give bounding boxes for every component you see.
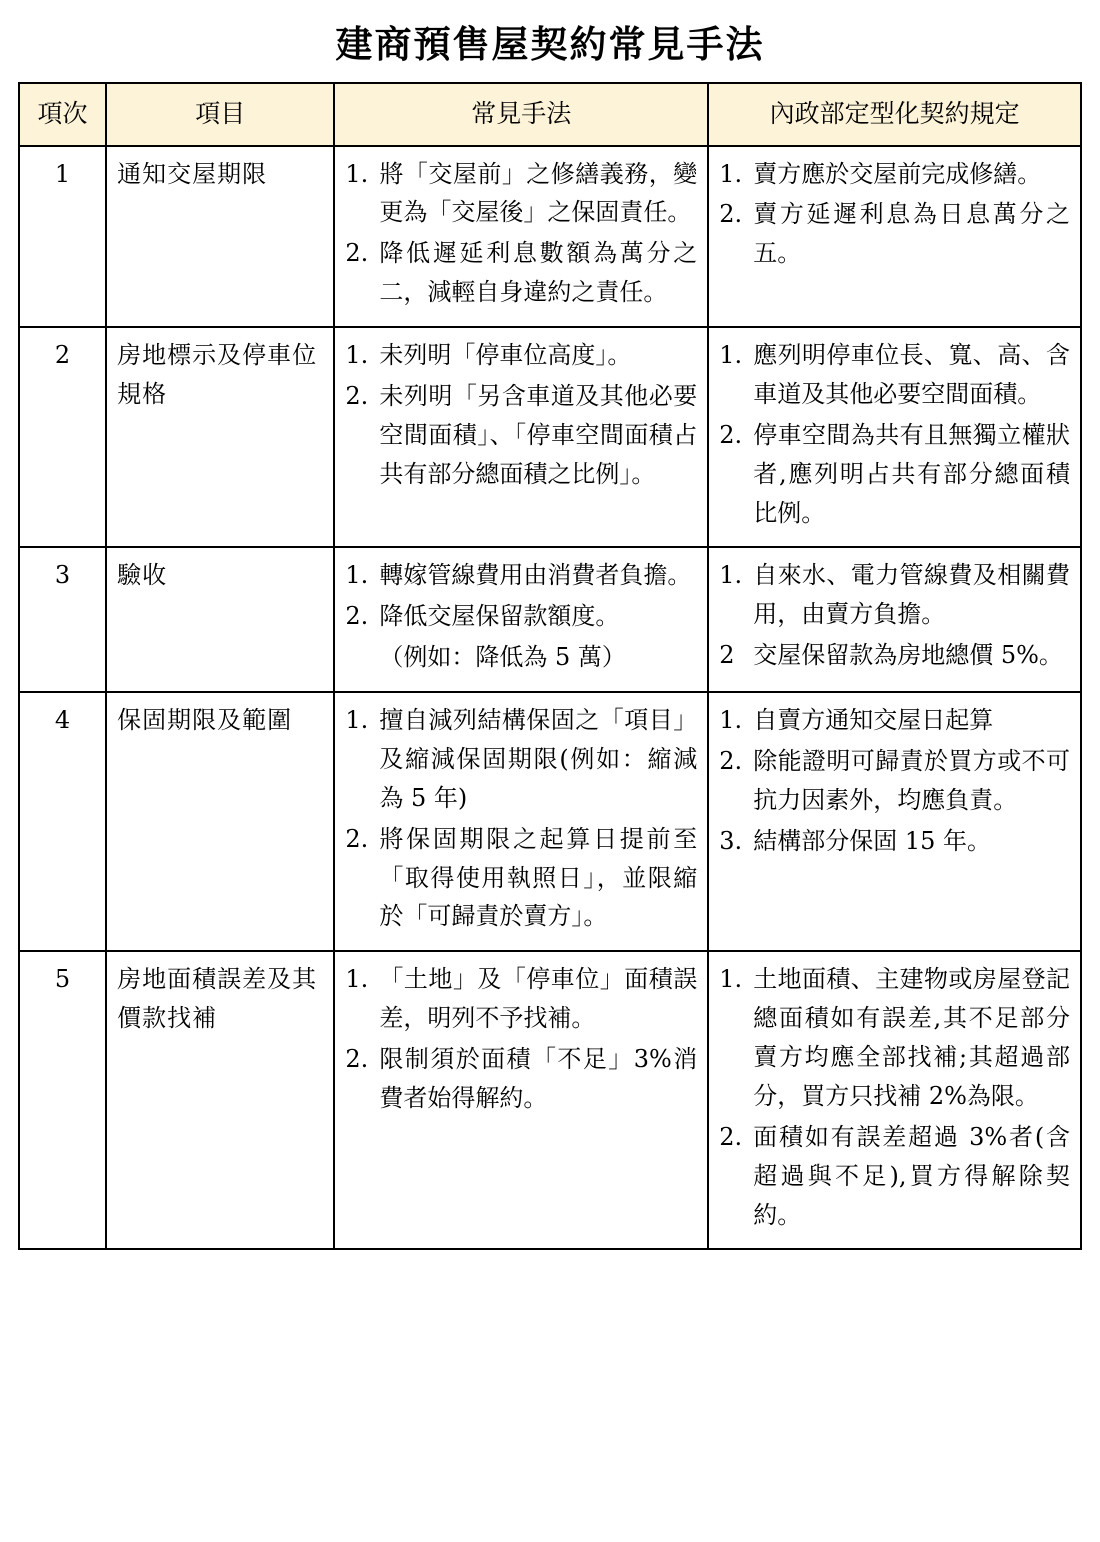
page-title: 建商預售屋契約常見手法	[335, 22, 765, 66]
cell-tricks	[334, 327, 708, 547]
rule-list	[719, 701, 1070, 861]
list-marker: 1.	[345, 965, 369, 994]
list-marker: 1.	[345, 561, 369, 590]
list-text: 停車空間為共有且無獨立權狀者,應列明占共有部分總面積比例。	[753, 420, 1070, 527]
list-item	[345, 1040, 697, 1118]
list-item	[345, 960, 697, 1038]
list-marker: 1.	[719, 965, 743, 994]
list-marker: 2.	[719, 200, 743, 229]
list-marker: 2.	[345, 1045, 369, 1073]
list-text: 降低交屋保留款額度。	[379, 602, 620, 631]
list-marker: 2.	[345, 602, 369, 631]
list-text: 未列明「另含車道及其他必要空間面積」、「停車空間面積占共有部分總面積之比例」。	[379, 381, 698, 488]
list-marker: 1.	[719, 159, 743, 188]
cell-item: 房地面積誤差及其價款找補	[106, 951, 334, 1249]
table-row	[19, 692, 1081, 951]
list-text: 將保固期限之起算日提前至「取得使用執照日」，並限縮於「可歸責於賣方」。	[379, 824, 698, 931]
cell-rules	[708, 327, 1081, 547]
list-marker: 1.	[719, 706, 743, 734]
column-header-no: 項次	[19, 83, 106, 146]
list-text: 未列明「停車位高度」。	[379, 341, 632, 369]
list-text: 除能證明可歸責於買方或不可抗力因素外，均應負責。	[753, 746, 1070, 814]
cell-rules	[708, 951, 1081, 1249]
list-text: 擅自減列結構保固之「項目」及縮減保固期限(例如：縮減為 5 年)	[379, 706, 698, 812]
table-body	[19, 146, 1081, 1250]
list-item	[345, 638, 697, 677]
table-header-row	[19, 83, 1081, 146]
list-text: 土地面積、主建物或房屋登記總面積如有誤差,其不足部分賣方均應全部找補;其超過部分，買方只找補 2%為限。	[753, 965, 1070, 1110]
cell-item: 房地標示及停車位規格	[106, 327, 334, 547]
list-marker: 2.	[719, 1122, 743, 1151]
list-text: 限制須於面積「不足」3%消費者始得解約。	[379, 1045, 698, 1112]
list-item	[345, 556, 697, 595]
trick-list	[345, 336, 697, 494]
list-item	[345, 377, 697, 494]
rule-list	[719, 960, 1070, 1234]
list-item	[719, 416, 1070, 533]
trick-list	[345, 155, 697, 313]
list-item	[345, 155, 697, 233]
cell-rules	[708, 146, 1081, 328]
list-text: 交屋保留款為房地總價 5%。	[753, 641, 1063, 670]
cell-no: 1	[19, 146, 106, 328]
list-text: 降低遲延利息數額為萬分之二，減輕自身違約之責任。	[379, 239, 698, 307]
list-item	[719, 742, 1070, 820]
list-marker: 3.	[719, 826, 743, 855]
cell-tricks	[334, 951, 708, 1249]
list-text: （例如：降低為 5 萬）	[379, 643, 626, 672]
list-item	[719, 336, 1070, 414]
trick-list	[345, 701, 697, 936]
cell-item: 保固期限及範圍	[106, 692, 334, 951]
rule-list	[719, 155, 1070, 274]
list-item	[719, 636, 1070, 675]
table-row	[19, 146, 1081, 328]
cell-tricks	[334, 692, 708, 951]
list-marker: 2.	[719, 746, 743, 775]
list-text: 「土地」及「停車位」面積誤差，明列不予找補。	[379, 965, 698, 1033]
list-marker: 1.	[345, 159, 369, 188]
list-marker: 2.	[345, 824, 369, 853]
list-marker: 1.	[345, 706, 369, 734]
table-row	[19, 951, 1081, 1249]
list-item	[719, 195, 1070, 273]
list-text: 應列明停車位長、寬、高、含車道及其他必要空間面積。	[753, 341, 1070, 408]
list-marker: 2.	[345, 239, 369, 268]
table-row	[19, 327, 1081, 547]
list-marker: 2	[719, 641, 735, 670]
list-item	[719, 155, 1070, 194]
cell-item: 通知交屋期限	[106, 146, 334, 328]
cell-no: 2	[19, 327, 106, 547]
table-header	[19, 83, 1081, 146]
column-header-rule: 內政部定型化契約規定	[708, 83, 1081, 146]
table-row	[19, 547, 1081, 692]
contract-comparison-table	[18, 82, 1082, 1250]
list-item	[345, 701, 697, 818]
list-text: 將「交屋前」之修繕義務，變更為「交屋後」之保固責任。	[379, 159, 698, 227]
column-header-trick: 常見手法	[334, 83, 708, 146]
list-text: 自來水、電力管線費及相關費用，由賣方負擔。	[753, 561, 1070, 629]
list-item	[345, 336, 697, 375]
list-item	[719, 556, 1070, 634]
trick-list	[345, 960, 697, 1118]
list-marker: 2.	[719, 420, 743, 449]
cell-tricks	[334, 547, 708, 692]
list-item	[719, 960, 1070, 1116]
list-item	[719, 822, 1070, 861]
cell-no: 3	[19, 547, 106, 692]
cell-rules	[708, 547, 1081, 692]
list-marker: 1.	[345, 341, 369, 369]
list-text: 結構部分保固 15 年。	[753, 826, 992, 855]
cell-rules	[708, 692, 1081, 951]
list-item	[719, 701, 1070, 740]
cell-no: 5	[19, 951, 106, 1249]
list-text: 轉嫁管線費用由消費者負擔。	[379, 561, 692, 590]
cell-tricks	[334, 146, 708, 328]
rule-list	[719, 556, 1070, 675]
list-text: 賣方應於交屋前完成修繕。	[753, 159, 1042, 188]
list-item	[345, 597, 697, 636]
column-header-item: 項目	[106, 83, 334, 146]
list-item	[345, 234, 697, 312]
list-item	[719, 1118, 1070, 1235]
list-marker: 1.	[719, 561, 743, 590]
list-text: 自賣方通知交屋日起算	[753, 706, 994, 734]
list-item	[345, 820, 697, 937]
cell-no: 4	[19, 692, 106, 951]
list-marker: 1.	[719, 341, 743, 369]
cell-item: 驗收	[106, 547, 334, 692]
rule-list	[719, 336, 1070, 532]
list-text: 賣方延遲利息為日息萬分之五。	[753, 200, 1070, 268]
trick-list	[345, 556, 697, 677]
list-marker: 2.	[345, 381, 369, 410]
list-text: 面積如有誤差超過 3%者(含超過與不足),買方得解除契約。	[753, 1122, 1070, 1229]
